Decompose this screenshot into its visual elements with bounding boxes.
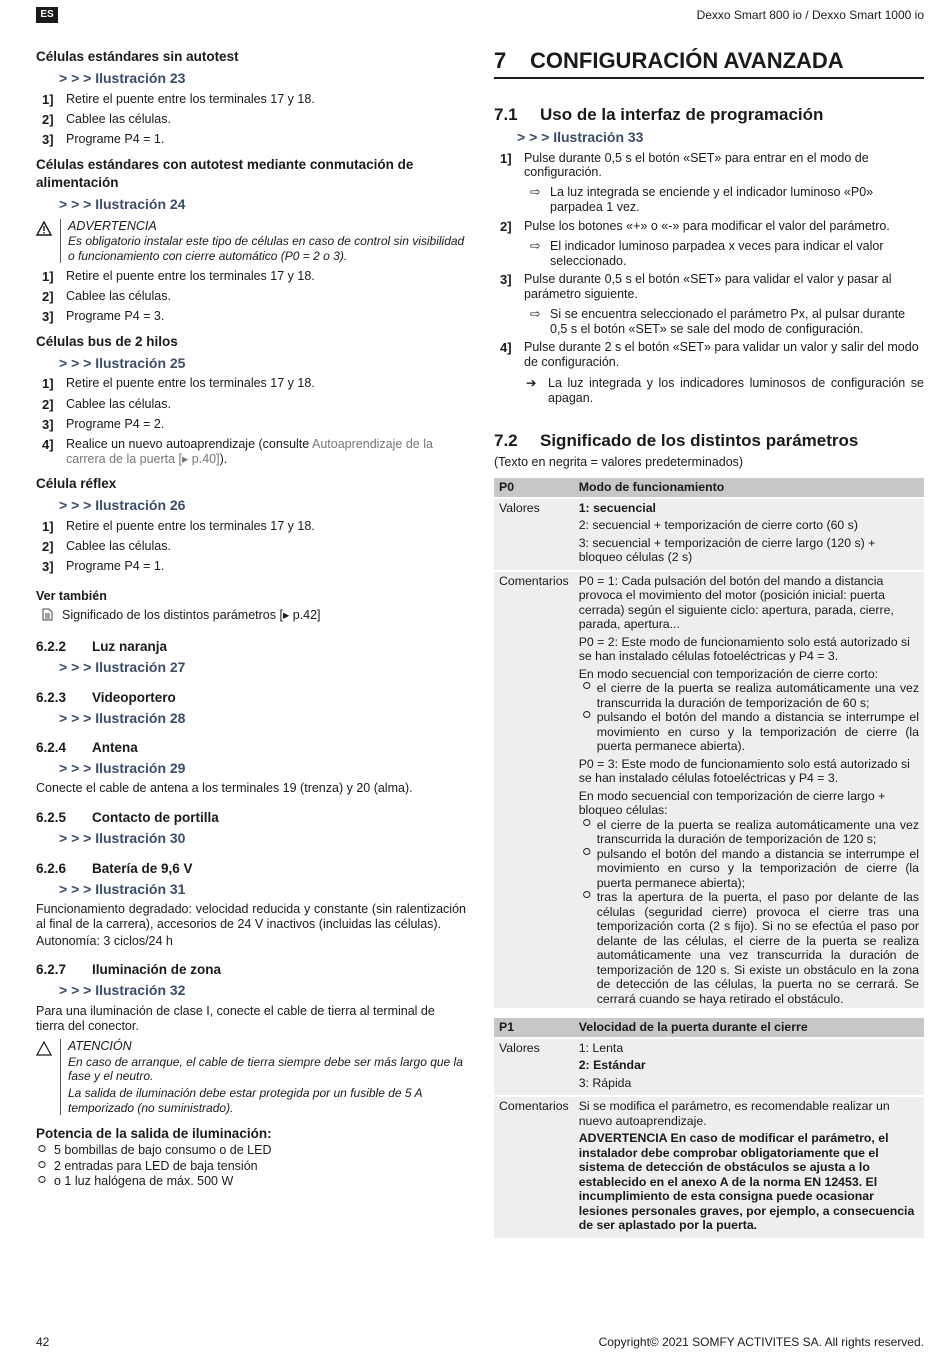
section-title: Potencia de la salida de iluminación: <box>36 1125 272 1141</box>
cross-reference-link[interactable]: Autoaprendizaje de la carrera de la puerta [▸ p.40] <box>66 437 433 467</box>
illustration-link[interactable]: > > > Ilustración 27 <box>59 659 186 676</box>
comments-label: Comentarios <box>494 571 574 1009</box>
illustration-link[interactable]: > > > Ilustración 33 <box>517 129 644 145</box>
comments-label: Comentarios <box>494 1096 574 1238</box>
result-arrow-icon: ⇨ <box>530 306 541 321</box>
paragraph: Funcionamiento degradado: velocidad reducida y constante (sin ralentización al final de la carrera), accesorios de 24 V inactivos (incluidas las células). <box>36 902 466 931</box>
list-item: ⭘ o 1 luz halógena de máx. 500 W <box>38 1174 234 1189</box>
copyright: Copyright© 2021 SOMFY ACTIVITES SA. All rights reserved. <box>598 1334 924 1349</box>
bullet-icon: ⭘ <box>582 710 591 722</box>
illustration-link[interactable]: > > > Ilustración 30 <box>59 830 186 847</box>
illustration-link[interactable]: > > > Ilustración 31 <box>59 880 186 897</box>
step: 4] Pulse durante 2 s el botón «SET» para validar un valor y salir del modo de configuración. <box>500 340 919 370</box>
step: 2] Cablee las células. <box>42 289 171 305</box>
step: 2] Cablee las células. <box>42 539 171 554</box>
bullet-icon: ⭘ <box>582 846 591 858</box>
comment: En modo secuencial con temporización de cierre corto: <box>578 666 879 681</box>
attention-box <box>36 1039 466 1114</box>
section-heading: 7.2 Significado de los distintos parámetros <box>494 431 859 451</box>
value: 2: secuencial + temporización de cierre corto (60 s) <box>578 518 858 533</box>
illustration-link[interactable]: > > > Ilustración 25 <box>59 354 186 371</box>
subsection-heading: 6.2.7 Iluminación de zona <box>36 962 222 978</box>
bullet-icon: ⭘ <box>38 1159 46 1171</box>
list-item: ⭘ 2 entradas para LED de baja tensión <box>38 1158 258 1173</box>
bullet-icon: ⭘ <box>582 681 591 693</box>
final-arrow-icon: ➔ <box>526 375 537 390</box>
step: 1] Retire el puente entre los terminales 17 y 18. <box>42 518 315 534</box>
section-title: Células estándares sin autotest <box>36 49 239 64</box>
step: 1] Pulse durante 0,5 s el botón «SET» para entrar en el modo de configuración. <box>500 150 869 180</box>
illustration-link[interactable]: > > > Ilustración 26 <box>59 497 186 514</box>
step: 1] Retire el puente entre los terminales 17 y 18. <box>42 91 315 107</box>
attention-title: ATENCIÓN <box>68 1039 132 1054</box>
step: 4] Realice un nuevo autoaprendizaje (consulte Autoaprendizaje de la carrera de la puerta [▸ p.40]). <box>42 437 433 467</box>
step: 3] Programe P4 = 2. <box>42 417 165 433</box>
values-label: Valores <box>494 1038 574 1097</box>
illustration-link[interactable]: > > > Ilustración 29 <box>59 759 186 776</box>
list-item: ⭘ el cierre de la puerta se realiza automáticamente una vez transcurrida la duración de temporización de 60 s; <box>579 681 919 710</box>
bullet-icon: ⭘ <box>582 890 591 902</box>
chapter-heading: 7 CONFIGURACIÓN AVANZADA <box>494 48 924 79</box>
section-title: Células estándares con autotest mediante conmutación de alimentación <box>36 156 414 190</box>
step-result: ⇨ La luz integrada se enciende y el indicador luminoso «P0» parpadea 1 vez. <box>530 185 874 214</box>
comment: P0 = 3: Este modo de funcionamiento solo está autorizado si se han instalado células fotoeléctricas y P4 = 3. <box>578 756 910 786</box>
step: 3] Pulse durante 0,5 s el botón «SET» para validar el valor y pasar al parámetro siguiente. <box>500 272 892 302</box>
result-arrow-icon: ⇨ <box>530 238 541 253</box>
step: 1] Retire el puente entre los terminales 17 y 18. <box>42 268 315 284</box>
step-result: ⇨ Si se encuentra seleccionado el parámetro Px, al pulsar durante 0,5 s el botón «SET» se sale del modo de configuración. <box>530 306 906 336</box>
default-value: 2: Estándar <box>578 1058 646 1073</box>
bullet-icon: ⭘ <box>582 817 591 829</box>
attention-text: En caso de arranque, el cable de tierra siempre debe ser más largo que la fase y el neutro. <box>68 1055 463 1084</box>
attention-text: La salida de iluminación debe estar protegida por un fusible de 5 A temporizado (no suministrado). <box>68 1086 423 1115</box>
value: 3: Rápida <box>578 1075 632 1090</box>
list-item: ⭘ tras la apertura de la puerta, el paso por delante de las células (seguridad cierre) provoca el cierre tras una temporización corta (2 s fijo). Si no se efectúa el paso por delante de las células, el cierre de la puerta se realiza automáticamente una vez transcurrida la duración de temporización de 120 s. Si existe un obstáculo en la zona de detección de las células, la puerta no se cerrará. Se cerrará cuando se haya retirado el obstáculo. <box>579 890 919 1006</box>
warning-icon <box>36 219 60 263</box>
illustration-link[interactable]: > > > Ilustración 23 <box>59 70 186 87</box>
warning-comment: ADVERTENCIA En caso de modificar el parámetro, el instalador debe comprobar obligatoriamente que el sistema de detección de obstáculos se ajusta a lo establecido en el anexo A de la norma EN 12453. El incumplimiento de esta consigna puede ocasionar lesiones personales graves, por ejemplo, a consecuencia de ser aplastado por la puerta. <box>578 1131 915 1233</box>
language-badge: ES <box>36 7 58 23</box>
comment: En modo secuencial con temporización de cierre largo + bloqueo células: <box>578 788 886 818</box>
comment: P0 = 1: Cada pulsación del botón del mando a distancia provoca el movimiento del motor (posición inicial: puerta cerrada) según el siguiente ciclo: apertura, parada, cierre, parada, apertura... <box>578 573 894 632</box>
subsection-heading: 6.2.5 Contacto de portilla <box>36 810 219 826</box>
subsection-heading: 6.2.2 Luz naranja <box>36 639 168 655</box>
page-number: 42 <box>36 1334 50 1349</box>
parameter-table-p0 <box>494 478 924 1008</box>
document-icon <box>42 608 62 625</box>
step: 2] Pulse los botones «+» o «-» para modificar el valor del parámetro. <box>500 218 890 234</box>
list-item: ⭘ pulsando el botón del mando a distancia se interrumpe el movimiento en curso y la temporización de cierre (la puerta permanece abierta); <box>579 847 919 891</box>
attention-icon <box>36 1039 60 1114</box>
paragraph: Conecte el cable de antena a los terminales 19 (trenza) y 20 (alma). <box>36 781 413 796</box>
step: 2] Cablee las células. <box>42 396 171 412</box>
section-heading: 7.1 Uso de la interfaz de programación <box>494 104 824 124</box>
list-item: ⭘ pulsando el botón del mando a distancia se interrumpe el movimiento en curso y la temporización de cierre (la puerta permanece abierta). <box>579 710 919 754</box>
value: 1: Lenta <box>578 1040 624 1055</box>
list-item: ⭘ 5 bombillas de bajo consumo o de LED <box>38 1142 272 1157</box>
subsection-heading: 6.2.6 Batería de 9,6 V <box>36 860 193 876</box>
subsection-heading: 6.2.4 Antena <box>36 740 138 756</box>
param-code: P0 <box>494 478 574 498</box>
step-result: ⇨ El indicador luminoso parpadea x veces para indicar el valor seleccionado. <box>530 238 884 268</box>
bullet-icon: ⭘ <box>38 1143 46 1155</box>
param-code: P1 <box>494 1018 574 1038</box>
step: 3] Programe P4 = 1. <box>42 132 165 148</box>
header-title: Dexxo Smart 800 io / Dexxo Smart 1000 io <box>696 8 924 22</box>
default-value: 1: secuencial <box>578 500 656 515</box>
list-item: ⭘ el cierre de la puerta se realiza automáticamente una vez transcurrida la duración de temporización de 120 s; <box>579 818 919 847</box>
right-column <box>494 48 924 1238</box>
step: 1] Retire el puente entre los terminales 17 y 18. <box>42 376 315 392</box>
illustration-link[interactable]: > > > Ilustración 28 <box>59 709 186 726</box>
bullet-list <box>38 1143 466 1189</box>
result-arrow-icon: ⇨ <box>530 185 541 200</box>
section-title: Célula réflex <box>36 475 117 491</box>
step: 2] Cablee las células. <box>42 112 171 128</box>
subsection-heading: 6.2.3 Videoportero <box>36 689 176 705</box>
comment: Si se modifica el parámetro, es recomendable realizar un nuevo autoaprendizaje. <box>578 1099 890 1128</box>
illustration-link[interactable]: > > > Ilustración 32 <box>59 982 186 999</box>
values-label: Valores <box>494 498 574 571</box>
warning-box <box>36 219 466 263</box>
left-column <box>36 48 466 1190</box>
paragraph: Para una iluminación de clase I, conecte el cable de tierra al terminal de tierra del conector. <box>36 1003 435 1033</box>
warning-title: ADVERTENCIA <box>68 218 157 233</box>
warning-text: Es obligatorio instalar este tipo de células en caso de control sin visibilidad o funcionamiento con cierre automático (P0 = 2 o 3). <box>68 234 465 263</box>
see-also-link[interactable]: Significado de los distintos parámetros [▸ p.42] <box>42 608 466 625</box>
parameter-table-p1 <box>494 1018 924 1238</box>
final-result: ➔ La luz integrada y los indicadores luminosos de configuración se apagan. <box>526 375 924 405</box>
bullet-icon: ⭘ <box>38 1175 46 1187</box>
param-name: Velocidad de la puerta durante el cierre <box>574 1018 924 1038</box>
param-name: Modo de funcionamiento <box>574 478 924 498</box>
step: 3] Programe P4 = 3. <box>42 309 165 325</box>
see-also-title: Ver también <box>36 588 107 603</box>
section-title: Células bus de 2 hilos <box>36 333 178 349</box>
paragraph: Autonomía: 3 ciclos/24 h <box>36 933 173 948</box>
step: 3] Programe P4 = 1. <box>42 559 165 575</box>
comment: P0 = 2: Este modo de funcionamiento solo está autorizado si se han instalado células fotoeléctricas y P4 = 3. <box>578 634 910 664</box>
illustration-link[interactable]: > > > Ilustración 24 <box>59 196 186 213</box>
section-note: (Texto en negrita = valores predeterminados) <box>494 455 744 470</box>
value: 3: secuencial + temporización de cierre largo (120 s) + bloqueo células (2 s) <box>578 535 876 565</box>
